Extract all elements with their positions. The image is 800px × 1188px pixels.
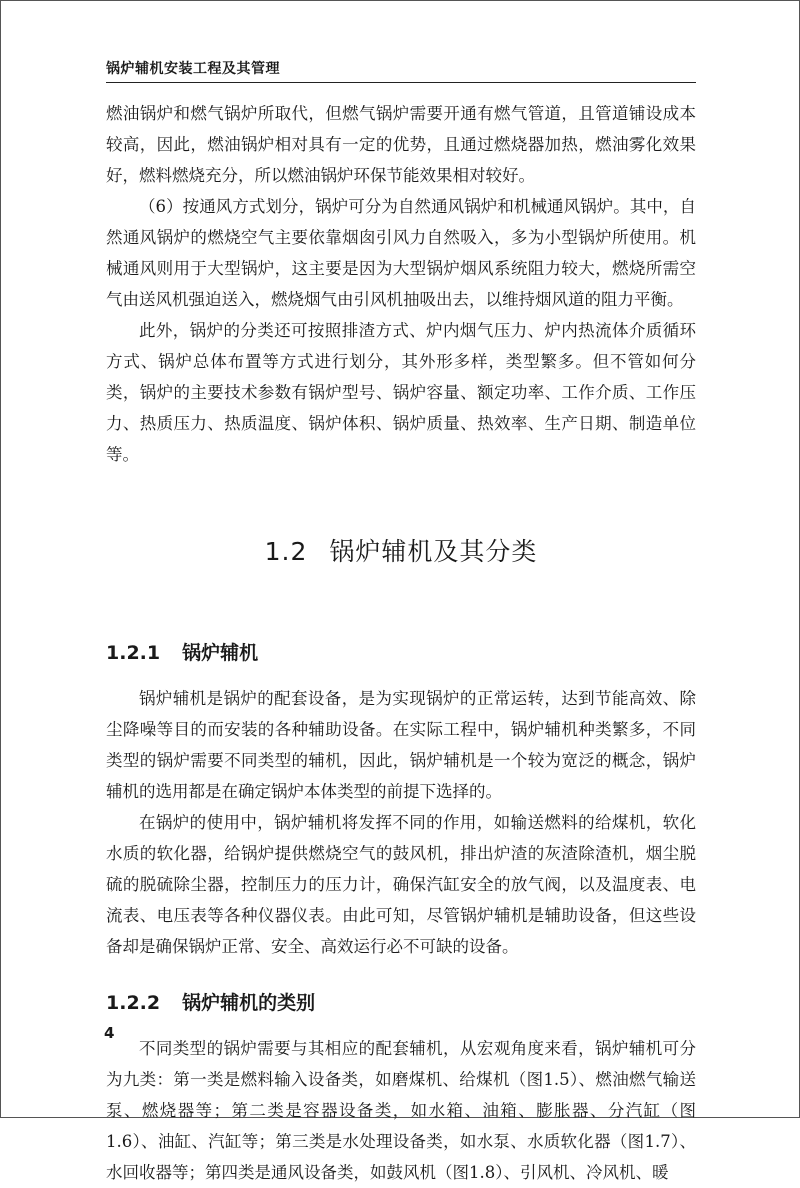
page-body — [106, 98, 696, 1188]
paragraph: 此外，锅炉的分类还可按照排渣方式、炉内烟气压力、炉内热流体介质循环方式、锅炉总体布置等方式进行划分，其外形多样，类型繁多。但不管如何分类，锅炉的主要技术参数有锅炉型号、锅炉容量、额定功率、工作介质、工作压力、热质压力、热质温度、锅炉体积、锅炉质量、热效率、生产日期、制造单位等。 — [106, 321, 696, 464]
paragraph: （6）按通风方式划分，锅炉可分为自然通风锅炉和机械通风锅炉。其中，自然通风锅炉的燃烧空气主要依靠烟囱引风力自然吸入，多为小型锅炉所使用。机械通风则用于大型锅炉，这主要是因为大型锅炉烟风系统阻力较大，燃烧所需空气由送风机强迫送入，燃烧烟气由引风机抽吸出去，以维持烟风道的阻力平衡。 — [106, 197, 696, 309]
paragraph: 锅炉辅机是锅炉的配套设备，是为实现锅炉的正常运转，达到节能高效、除尘降噪等目的而安装的各种辅助设备。在实际工程中，锅炉辅机种类繁多，不同类型的锅炉需要不同类型的辅机，因此，锅炉辅机是一个较为宽泛的概念，锅炉辅机的选用都是在确定锅炉本体类型的前提下选择的。 — [106, 689, 696, 801]
subsection-heading — [106, 988, 696, 1015]
page-number: 4 — [104, 1024, 115, 1042]
subsection-title: 锅炉辅机的类别 — [182, 992, 316, 1014]
subsection-title: 锅炉辅机 — [182, 642, 259, 664]
header-rule — [106, 82, 696, 83]
paragraph: 燃油锅炉和燃气锅炉所取代，但燃气锅炉需要开通有燃气管道，且管道铺设成本较高，因此，燃油锅炉相对具有一定的优势，且通过燃烧器加热，燃油雾化效果好，燃料燃烧充分，所以燃油锅炉环保节能效果相对较好。 — [106, 104, 696, 185]
subsection-heading — [106, 638, 696, 665]
subsection-number: 1.2.2 — [106, 992, 161, 1014]
section-title: 锅炉辅机及其分类 — [329, 537, 538, 566]
paragraph: 不同类型的锅炉需要与其相应的配套辅机，从宏观角度来看，锅炉辅机可分为九类：第一类是燃料输入设备类，如磨煤机、给煤机（图1.5）、燃油燃气输送泵、燃烧器等；第二类是容器设备类，如水箱、油箱、膨胀器、分汽缸（图1.6）、油缸、汽缸等；第三类是水处理设备类，如水泵、水质软化器（图1.7）、水回收器等；第四类是通风设备类，如鼓风机（图1.8）、引风机、冷风机、暖 — [106, 1039, 696, 1182]
subsection-number: 1.2.1 — [106, 642, 161, 664]
section-heading — [106, 532, 696, 568]
section-number: 1.2 — [264, 537, 308, 566]
running-head: 锅炉辅机安装工程及其管理 — [106, 61, 280, 77]
paragraph: 在锅炉的使用中，锅炉辅机将发挥不同的作用，如输送燃料的给煤机，软化水质的软化器，给锅炉提供燃烧空气的鼓风机，排出炉渣的灰渣除渣机，烟尘脱硫的脱硫除尘器，控制压力的压力计，确保汽缸安全的放气阀，以及温度表、电流表、电压表等各种仪器仪表。由此可知，尽管锅炉辅机是辅助设备，但这些设备却是确保锅炉正常、安全、高效运行必不可缺的设备。 — [106, 813, 696, 956]
